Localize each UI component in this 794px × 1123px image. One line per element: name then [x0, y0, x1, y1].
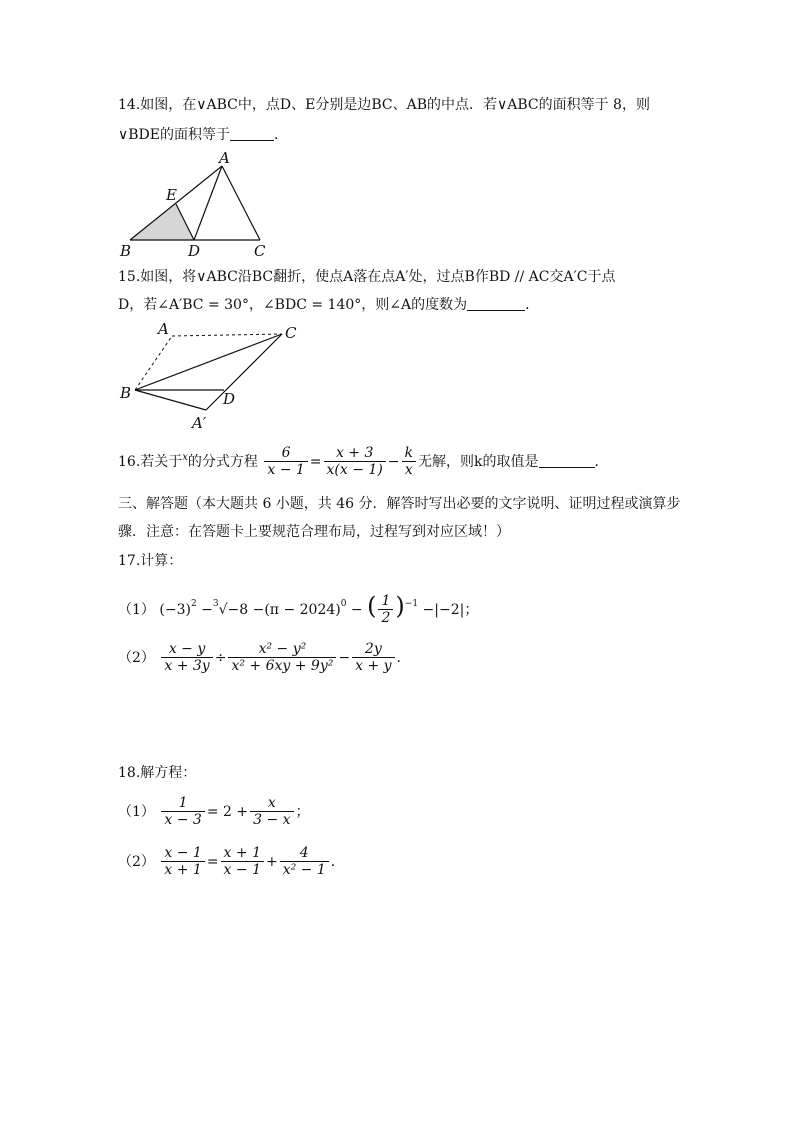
q14-period: ．: [273, 127, 288, 143]
q16-fraction-1: $\frac{6}{x - 1}$: [264, 445, 307, 479]
q16-fraction-2: $\frac{x + 3}{x(x - 1)}$: [324, 445, 386, 479]
q15-text-line1: 15.如图，将∨ABC沿BC翻折，使点A落在点A′处，过点B作BD // AC交A′C于点: [118, 269, 616, 285]
q17-p2-fraction-3: $\frac{2y}{x + y}$: [352, 641, 394, 675]
q18-p1-fraction-2: $\frac{x}{3 - x}$: [250, 795, 293, 829]
q16-period: ．: [594, 454, 609, 470]
q17-p2-fraction-1: $\frac{x - y}{x + 3y}$: [161, 641, 212, 675]
q18-p2-fraction-2: $\frac{x + 1}{x - 1}$: [221, 845, 264, 879]
q14-text-line1: 14.如图，在∨ABC中，点D、E分别是边BC、AB的中点．若∨ABC的面积等于 8，则: [118, 97, 650, 113]
label-d: D: [188, 242, 201, 260]
q18-p2-label: （2）: [118, 854, 155, 870]
q17-part2: （2） $\frac{x - y}{x + 3y}$ ÷ $\frac{\text{x² − y²}}{\text{x² + 6xy + 9y²}}$ − $\frac{2y}{x + y}$ ．: [118, 641, 411, 674]
q18-title: 18.解方程：: [118, 765, 197, 781]
q15-period: ．: [525, 297, 540, 313]
q16-suffix: 无解，则k的取值是: [418, 454, 539, 470]
q18-part2: （2） $\frac{x - 1}{x + 1}$ = $\frac{x + 1}{x - 1}$ + $\frac{4}{\text{x² − 1}}$ ．: [118, 845, 345, 878]
q14-triangle-bde: ∨BDE: [118, 127, 160, 143]
q15-figure: [118, 318, 308, 434]
q15-answer-blank[interactable]: [467, 296, 525, 311]
segment-ca-prime: [206, 334, 282, 410]
q17-p2-fraction-2: $\frac{\text{x² − y²}}{\text{x² + 6xy + 9y²}}$: [228, 641, 336, 675]
label-c: C: [285, 324, 297, 342]
segment-ba-prime: [135, 390, 206, 410]
dashed-ab: [135, 336, 172, 390]
q16-line: [118, 438, 609, 482]
q17-part1: （1） $(-3)^2 -^3√-8 -(\pi - 2024)^0$ − ( $\frac{1}{2}$ )$^{-1}$ −|−2|；: [118, 592, 479, 626]
q16-mid: 的分式方程: [187, 454, 258, 470]
segment-bc: [135, 334, 282, 390]
q18-p2-fraction-3: $\frac{4}{\text{x² − 1}}$: [280, 845, 329, 879]
q17-p1-cube-root: √−8: [218, 602, 249, 618]
section3-line1: 三、解答题（本大题共 6 小题，共 46 分．解答时写出必要的文字说明、证明过程或演算步: [118, 496, 681, 512]
q16-answer-blank[interactable]: [539, 453, 595, 468]
q16-var-x: x: [182, 452, 188, 463]
q18-p2-fraction-1: $\frac{x - 1}{x + 1}$: [161, 845, 204, 879]
label-a-prime: A′: [192, 414, 207, 432]
label-e: E: [166, 186, 177, 204]
q14-figure: [118, 148, 278, 260]
label-c: C: [254, 242, 266, 260]
q17-p1-half: $\frac{1}{2}$: [378, 593, 393, 627]
q17-p2-label: （2）: [118, 650, 155, 666]
q17-p1-term-e: −|−2|；: [422, 602, 479, 618]
q18-part1: （1） $\frac{1}{x - 3}$ = 2 + $\frac{x}{3 - x}$ ；: [118, 795, 310, 828]
q15-text-line2: [118, 295, 539, 315]
label-a: A: [219, 149, 230, 167]
label-b: B: [120, 242, 132, 260]
q17-title: 17.计算：: [118, 553, 183, 569]
q17-p1-term-a: (−3): [159, 602, 191, 618]
q16-fraction-3: $\frac{k}{x}$: [402, 445, 416, 479]
label-a: A: [158, 320, 169, 338]
q14-answer-blank[interactable]: [230, 126, 274, 141]
q16-prefix: 16.若关于: [118, 454, 183, 470]
q14-text-line2: [118, 125, 288, 145]
q16-minus: −: [387, 454, 400, 470]
q14-text-area: 的面积等于: [159, 127, 230, 143]
section3-line2: 骤．注意：在答题卡上要规范合理布局，过程写到对应区域！）: [118, 524, 510, 540]
q16-equals: =: [309, 454, 322, 470]
q17-p1-term-c: −(π − 2024): [252, 602, 341, 618]
label-d: D: [223, 390, 236, 408]
q15-text-condition: D，若∠A′BC = 30°，∠BDC = 140°，则∠A的度数为: [118, 297, 468, 313]
q17-p1-label: （1）: [118, 602, 155, 618]
q18-p1-label: （1）: [118, 804, 155, 820]
q17-p1-root-index: 3: [212, 599, 219, 609]
dashed-ac: [172, 334, 282, 336]
q18-p1-fraction-1: $\frac{1}{x - 3}$: [161, 795, 204, 829]
segment-ac: [222, 166, 260, 240]
label-b: B: [120, 384, 132, 402]
